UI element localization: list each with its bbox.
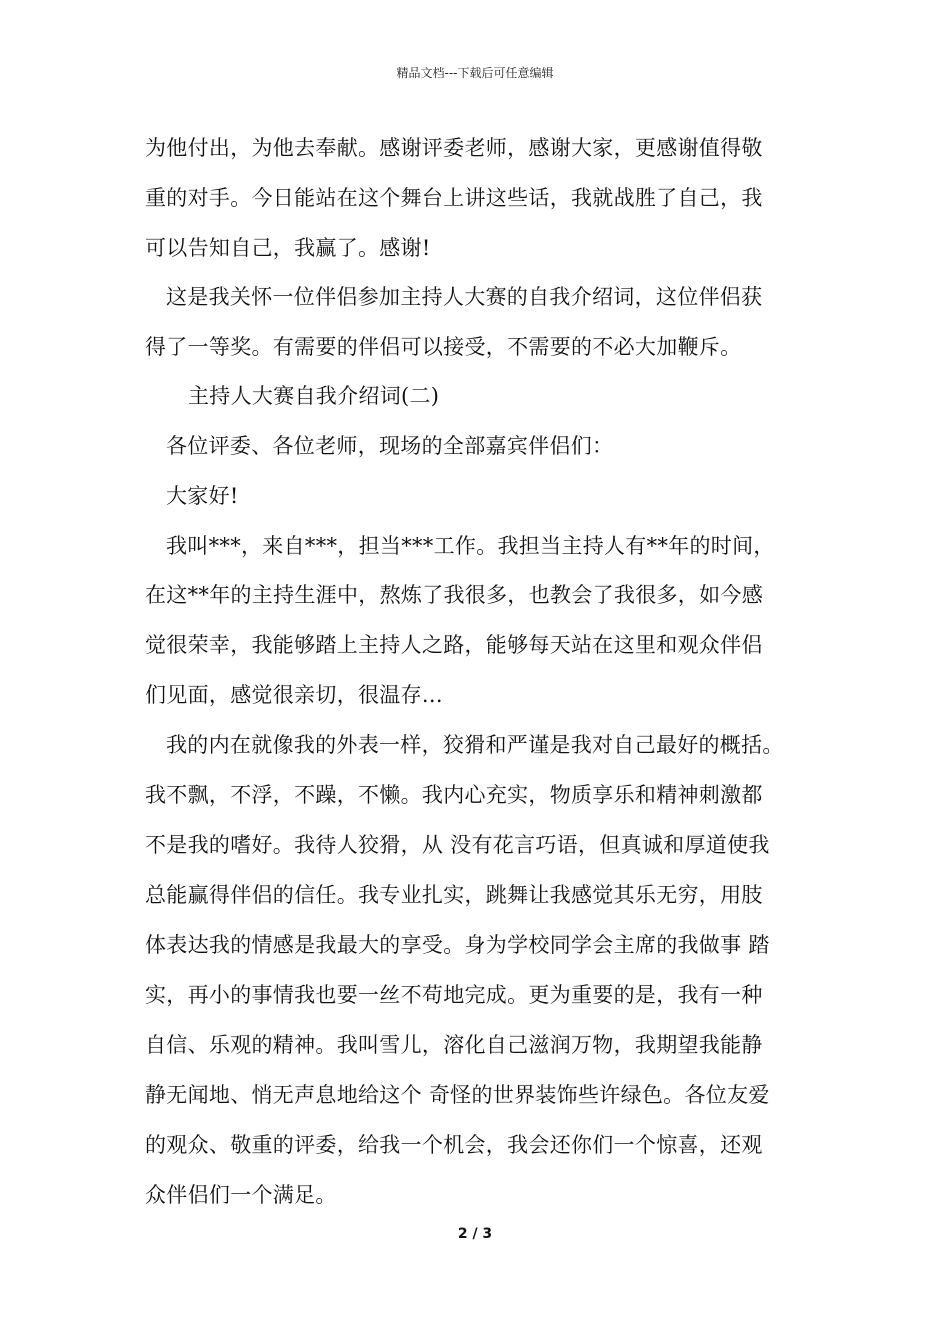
- body-line-3: 可以告知自己，我赢了。感谢!: [145, 236, 431, 260]
- body-line-19: 自信、乐观的精神。我叫雪儿，溶化自己滋润万物，我期望我能静: [145, 1033, 763, 1057]
- page-header: 精品文档---下载后可任意编辑: [396, 66, 554, 80]
- body-line-10: 在这**年的主持生涯中，熬炼了我很多，也教会了我很多，如今感: [145, 583, 763, 607]
- body-line-15: 不是我的嗜好。我待人狡猾，从 没有花言巧语，但真诚和厚道使我: [145, 833, 770, 857]
- body-line-21: 的观众、敬重的评委，给我一个机会，我会还你们一个惊喜，还观: [145, 1133, 763, 1157]
- body-line-4: 这是我关怀一位伴侣参加主持人大赛的自我介绍词，这位伴侣获: [166, 285, 763, 309]
- body-line-12: 们见面，感觉很亲切，很温存...: [145, 683, 443, 707]
- body-line-14: 我不飘，不浮，不躁，不懒。我内心充实，物质享乐和精神刺激都: [145, 783, 763, 807]
- body-line-8: 大家好!: [166, 484, 239, 508]
- body-line-17: 体表达我的情感是我最大的享受。身为学校同学会主席的我做事 踏: [145, 933, 770, 957]
- body-line-2: 重的对手。今日能站在这个舞台上讲这些话，我就战胜了自己，我: [145, 186, 763, 210]
- body-line-16: 总能赢得伴侣的信任。我专业扎实，跳舞让我感觉其乐无穷，用肢: [145, 883, 763, 907]
- body-line-20: 静无闻地、悄无声息地给这个 奇怪的世界装饰些许绿色。各位友爱: [145, 1083, 770, 1107]
- body-line-22: 众伴侣们一个满足。: [145, 1183, 337, 1207]
- body-line-5: 得了一等奖。有需要的伴侣可以接受，不需要的不必大加鞭斥。: [145, 335, 742, 359]
- body-line-11: 觉很荣幸，我能够踏上主持人之路，能够每天站在这里和观众伴侣: [145, 633, 763, 657]
- body-line-1: 为他付出，为他去奉献。感谢评委老师，感谢大家，更感谢值得敬: [145, 136, 763, 160]
- body-line-7: 各位评委、各位老师，现场的全部嘉宾伴侣们：: [166, 434, 614, 458]
- page-number: 2 / 3: [457, 1226, 493, 1242]
- body-line-9: 我叫***，来自***，担当***工作。我担当主持人有**年的时间，: [166, 534, 775, 558]
- section-title: 主持人大赛自我介绍词(二): [188, 384, 440, 408]
- body-line-13: 我的内在就像我的外表一样，狡猾和严谨是我对自己最好的概括。: [166, 733, 784, 757]
- body-line-18: 实，再小的事情我也要一丝不苟地完成。更为重要的是，我有一种: [145, 983, 763, 1007]
